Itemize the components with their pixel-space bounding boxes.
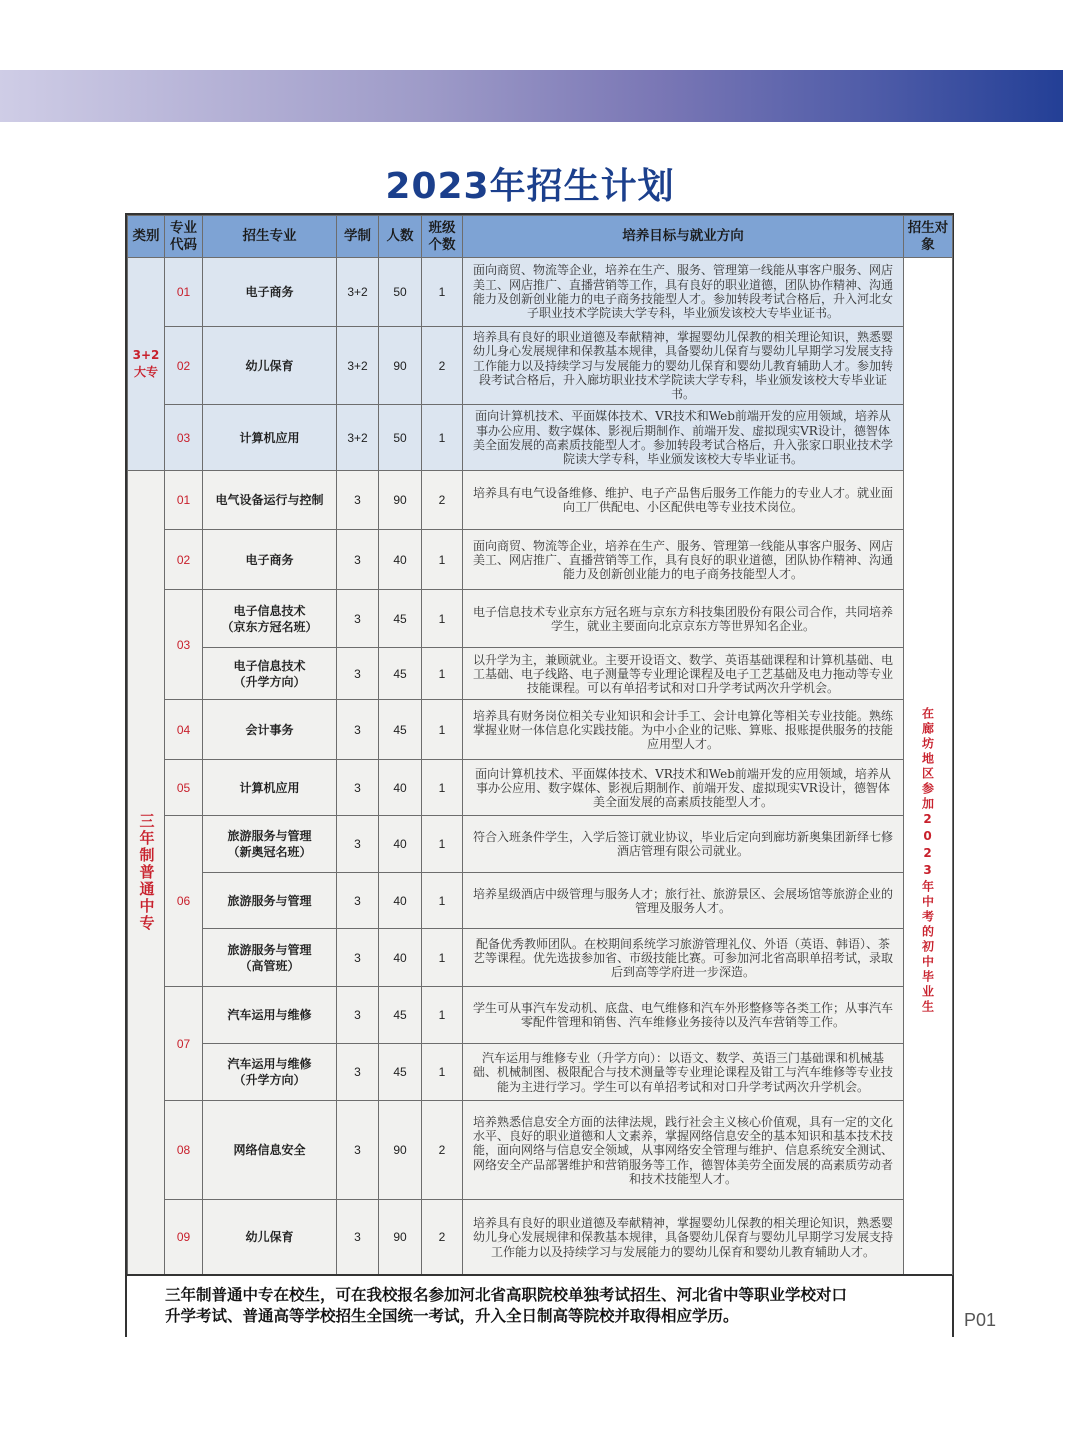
table-row (128, 648, 953, 700)
classes-cell: 2 (422, 1101, 463, 1200)
goal-cell: 面向计算机技术、平面媒体技术、VR技术和Web前端开发的应用领域，培养从事办公应用、数字媒体、影视后期制作、前端开发、虚拟现实VR设计，德智体美全面发展的高素质技能型人才。参加转段考试合格后，升入张家口职业技术学院读大学专科，毕业颁发该校大专毕业证书。 (463, 405, 904, 471)
classes-cell: 1 (422, 1044, 463, 1101)
code-cell: 07 (165, 987, 203, 1101)
major-subtitle: （升学方向） (233, 1073, 306, 1088)
duration-cell: 3 (337, 873, 379, 929)
major-cell (203, 1044, 337, 1101)
major-name: 电子信息技术 (233, 658, 306, 673)
table-row (128, 700, 953, 760)
duration-cell: 3 (337, 590, 379, 648)
goal-cell: 学生可从事汽车发动机、底盘、电气维修和汽车外形整修等各类工作；从事汽车零配件管理和销售、汽车维修业务接待以及汽车营销等工作。 (463, 987, 904, 1044)
count-cell: 45 (379, 987, 422, 1044)
code-cell: 01 (165, 258, 203, 327)
goal-cell: 培养熟悉信息安全方面的法律法规，践行社会主义核心价值观，具有一定的文化水平、良好的职业道德和人文素养，掌握网络信息安全的基本知识和基本技术技能，面向网络与信息安全领域，从事网络安全管理与维护、信息系统安全测试、网络安全产品部署维护和营销服务等工作，德智体美劳全面发展的高素质劳动者和技术技能型人才。 (463, 1101, 904, 1200)
table-row (128, 258, 953, 327)
major-cell (203, 929, 337, 987)
code-cell: 04 (165, 700, 203, 760)
code-cell: 03 (165, 405, 203, 471)
classes-cell: 2 (422, 471, 463, 530)
major-cell (203, 590, 337, 648)
count-cell: 90 (379, 1101, 422, 1200)
header-target: 招生对象 (904, 216, 953, 258)
count-cell: 45 (379, 590, 422, 648)
classes-cell: 1 (422, 700, 463, 760)
duration-cell: 3 (337, 471, 379, 530)
table-row (128, 405, 953, 471)
code-cell: 05 (165, 760, 203, 816)
code-cell: 03 (165, 590, 203, 700)
goal-cell: 面向计算机技术、平面媒体技术、VR技术和Web前端开发的应用领域，培养从事办公应用、数字媒体、影视后期制作、前端开发、虚拟现实VR设计，德智体美全面发展的高素质技能型人才。 (463, 760, 904, 816)
goal-cell: 培养星级酒店中级管理与服务人才；旅行社、旅游景区、会展场馆等旅游企业的管理及服务人才。 (463, 873, 904, 929)
major-subtitle: （京东方冠名班） (221, 619, 318, 634)
goal-cell: 配备优秀教师团队。在校期间系统学习旅游管理礼仪、外语（英语、韩语）、茶艺等课程。优先选拔参加省、市级技能比赛。可参加河北省高职单招考试，录取后到高等学府进一步深造。 (463, 929, 904, 987)
duration-cell: 3 (337, 530, 379, 590)
code-cell: 01 (165, 471, 203, 530)
major-cell: 电气设备运行与控制 (203, 471, 337, 530)
count-cell: 40 (379, 929, 422, 987)
major-cell: 幼儿保育 (203, 327, 337, 405)
goal-cell: 面向商贸、物流等企业，培养在生产、服务、管理第一线能从事客户服务、网店美工、网店推广、直播营销等工作，具有良好的职业道德，团队协作精神、沟通能力及创新创业能力的电子商务技能型人才。参加转段考试合格后，升入河北女子职业技术学院读大学专科，毕业颁发该校大专毕业证书。 (463, 258, 904, 327)
duration-cell: 3+2 (337, 405, 379, 471)
major-cell: 计算机应用 (203, 405, 337, 471)
code-cell: 09 (165, 1200, 203, 1275)
count-cell: 40 (379, 873, 422, 929)
major-name: 电子信息技术 (233, 603, 306, 618)
count-cell: 45 (379, 648, 422, 700)
classes-cell: 1 (422, 648, 463, 700)
count-cell: 40 (379, 760, 422, 816)
classes-cell: 1 (422, 760, 463, 816)
major-cell: 旅游服务与管理 (203, 873, 337, 929)
goal-cell: 汽车运用与维修专业（升学方向）：以语文、数学、英语三门基础课和机械基础、机械制图、极限配合与技术测量等专业理论课程及钳工与汽车维修等专业技能为主进行学习。学生可以有单招考试和对口升学考试两次升学机会。 (463, 1044, 904, 1101)
classes-cell: 1 (422, 405, 463, 471)
header-duration: 学制 (337, 216, 379, 258)
major-name: 旅游服务与管理 (227, 829, 312, 844)
category-cell: 三年制普通中专 (128, 471, 165, 1275)
duration-cell: 3+2 (337, 327, 379, 405)
goal-cell: 以升学为主，兼顾就业。主要开设语文、数学、英语基础课程和计算机基础、电工基础、电子线路、电子测量等专业理论课程及电子工艺基础及电力拖动等专业技能课程。可以有单招考试和对口升学考试两次升学机会。 (463, 648, 904, 700)
code-cell: 08 (165, 1101, 203, 1200)
classes-cell: 2 (422, 1200, 463, 1275)
major-cell: 电子商务 (203, 258, 337, 327)
count-cell: 40 (379, 530, 422, 590)
table-row (128, 530, 953, 590)
code-cell: 02 (165, 530, 203, 590)
header-code: 专业代码 (165, 216, 203, 258)
code-cell: 06 (165, 816, 203, 987)
category-cell: 3+2大专 (128, 258, 165, 471)
table-row (128, 471, 953, 530)
goal-cell: 培养具有财务岗位相关专业知识和会计手工、会计电算化等相关专业技能。熟练掌握业财一体信息化实践技能。为中小企业的记账、算账、报账提供服务的技能应用型人才。 (463, 700, 904, 760)
goal-cell: 符合入班条件学生，入学后签订就业协议，毕业后定向到廊坊新奥集团新绎七修酒店管理有限公司就业。 (463, 816, 904, 873)
classes-cell: 1 (422, 258, 463, 327)
code-cell: 02 (165, 327, 203, 405)
duration-cell: 3 (337, 816, 379, 873)
header-banner (0, 70, 1063, 122)
goal-cell: 培养具有电气设备维修、维护、电子产品售后服务工作能力的专业人才。就业面向工厂供配电、小区配供电等专业技术岗位。 (463, 471, 904, 530)
table-row (128, 929, 953, 987)
goal-cell: 培养具有良好的职业道德及奉献精神，掌握婴幼儿保教的相关理论知识，熟悉婴幼儿身心发展规律和保教基本规律，具备婴幼儿保育与婴幼儿早期学习发展支持工作能力以及持续学习与发展能力的婴幼儿保育和婴幼儿教育辅助人才。 (463, 1200, 904, 1275)
table-row (128, 816, 953, 873)
duration-cell: 3 (337, 1101, 379, 1200)
duration-cell: 3 (337, 760, 379, 816)
major-subtitle: （高管班） (239, 958, 300, 973)
duration-cell: 3 (337, 648, 379, 700)
major-subtitle: （新奥冠名班） (227, 845, 312, 860)
enrollment-plan-table (125, 213, 954, 1337)
goal-cell: 培养具有良好的职业道德及奉献精神，掌握婴幼儿保教的相关理论知识，熟悉婴幼儿身心发展规律和保教基本规律，具备婴幼儿保育与婴幼儿早期学习发展支持工作能力以及持续学习与发展能力的婴幼儿保育和婴幼儿教育辅助人才。参加转段考试合格后，升入廊坊职业技术学院读大学专科，毕业颁发该校大专毕业证书。 (463, 327, 904, 405)
header-count: 人数 (379, 216, 422, 258)
goal-cell: 电子信息技术专业京东方冠名班与京东方科技集团股份有限公司合作，共同培养学生，就业主要面向北京京东方等世界知名企业。 (463, 590, 904, 648)
classes-cell: 2 (422, 327, 463, 405)
classes-cell: 1 (422, 987, 463, 1044)
major-cell: 会计事务 (203, 700, 337, 760)
major-cell: 幼儿保育 (203, 1200, 337, 1275)
duration-cell: 3 (337, 1044, 379, 1101)
duration-cell: 3 (337, 1200, 379, 1275)
table-row (128, 760, 953, 816)
header-goal: 培养目标与就业方向 (463, 216, 904, 258)
count-cell: 90 (379, 327, 422, 405)
table-row (128, 987, 953, 1044)
duration-cell: 3 (337, 929, 379, 987)
page-title: 2023年招生计划 (385, 166, 675, 207)
target-cell: 在廊坊地区参加2023年中考的初中毕业生 (904, 258, 953, 1275)
duration-cell: 3 (337, 700, 379, 760)
plan-grid (127, 215, 953, 1275)
table-row (128, 590, 953, 648)
header-major: 招生专业 (203, 216, 337, 258)
duration-cell: 3+2 (337, 258, 379, 327)
classes-cell: 1 (422, 590, 463, 648)
count-cell: 45 (379, 700, 422, 760)
count-cell: 45 (379, 1044, 422, 1101)
count-cell: 50 (379, 258, 422, 327)
major-cell (203, 648, 337, 700)
count-cell: 90 (379, 1200, 422, 1275)
major-cell: 计算机应用 (203, 760, 337, 816)
duration-cell: 3 (337, 987, 379, 1044)
table-row (128, 1101, 953, 1200)
table-row (128, 1044, 953, 1101)
footnote-line-2: 升学考试、普通高等学校招生全国统一考试，升入全日制高等院校并取得相应学历。 (165, 1307, 739, 1325)
goal-cell: 面向商贸、物流等企业，培养在生产、服务、管理第一线能从事客户服务、网店美工、网店推广、直播营销等工作，具有良好的职业道德，团队协作精神、沟通能力及创新创业能力的电子商务技能型人才。 (463, 530, 904, 590)
table-row (128, 327, 953, 405)
classes-cell: 1 (422, 873, 463, 929)
classes-cell: 1 (422, 816, 463, 873)
count-cell: 50 (379, 405, 422, 471)
header-classes: 班级个数 (422, 216, 463, 258)
classes-cell: 1 (422, 929, 463, 987)
table-row (128, 1200, 953, 1275)
major-cell: 网络信息安全 (203, 1101, 337, 1200)
major-name: 汽车运用与维修 (227, 1057, 312, 1072)
major-cell (203, 816, 337, 873)
footnote-line-1: 三年制普通中专在校生，可在我校报名参加河北省高职院校单独考试招生、河北省中等职业学校对口 (165, 1286, 848, 1304)
major-name: 旅游服务与管理 (227, 942, 312, 957)
count-cell: 40 (379, 816, 422, 873)
major-cell: 汽车运用与维修 (203, 987, 337, 1044)
header-category: 类别 (128, 216, 165, 258)
major-subtitle: （升学方向） (233, 674, 306, 689)
count-cell: 90 (379, 471, 422, 530)
page-number: P01 (964, 1310, 997, 1330)
footnote (127, 1274, 952, 1337)
major-cell: 电子商务 (203, 530, 337, 590)
table-header-row (128, 216, 953, 258)
table-row (128, 873, 953, 929)
classes-cell: 1 (422, 530, 463, 590)
